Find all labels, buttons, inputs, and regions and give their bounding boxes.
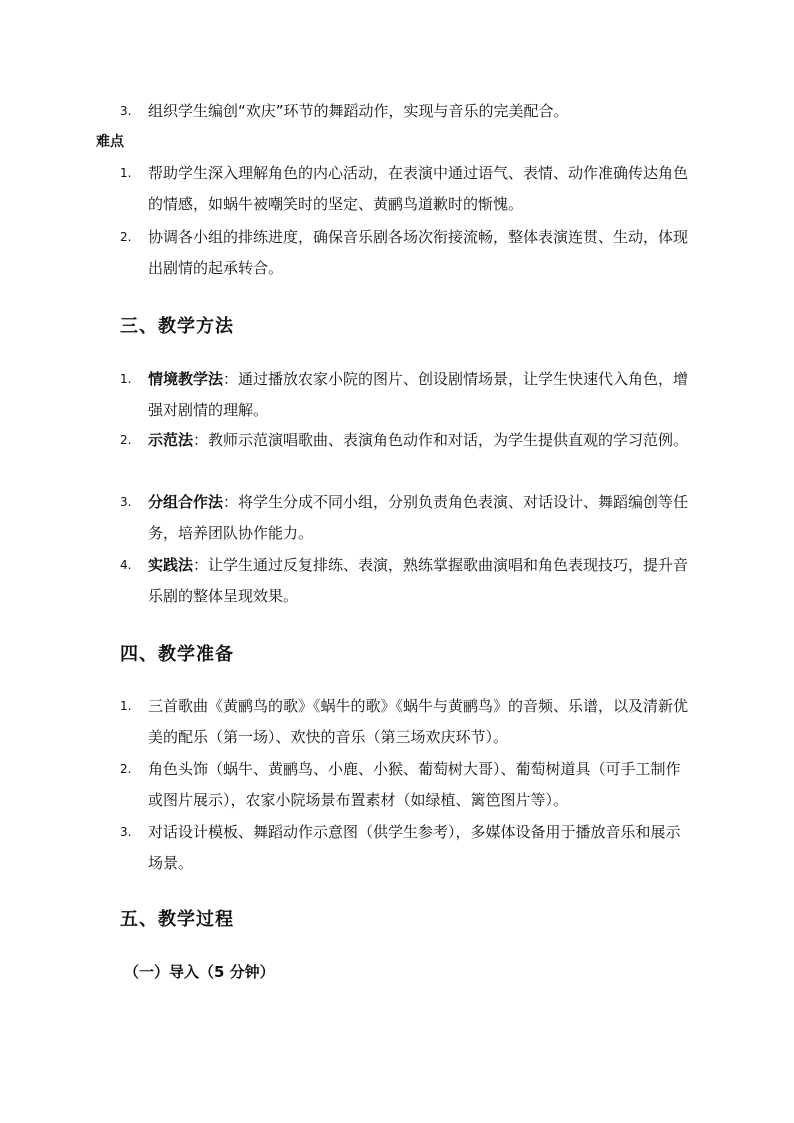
method-description: ：将学生分成不同小组，分别负责角色表演、对话设计、舞蹈编创等任务，培养团队协作能力。	[148, 493, 689, 542]
method-item-1	[120, 364, 690, 426]
list-text	[120, 364, 690, 426]
list-number: 3.	[120, 825, 132, 839]
list-text: 协调各小组的排练进度，确保音乐剧各场次衔接流畅，整体表演连贯、生动，体现出剧情的起承转合。	[148, 228, 689, 277]
method-term: 实践法	[148, 556, 194, 574]
list-number: 1.	[120, 372, 132, 386]
goal-item-3	[120, 96, 690, 127]
list-number: 3.	[120, 104, 132, 118]
difficulty-label: 难点	[96, 134, 124, 150]
list-number: 2.	[120, 230, 132, 244]
method-item-3	[120, 487, 690, 549]
list-number: 3.	[120, 495, 132, 509]
method-description: ：让学生通过反复排练、表演，熟练掌握歌曲演唱和角色表现技巧，提升音乐剧的整体呈现效果。	[148, 556, 689, 605]
prep-item-2	[120, 754, 690, 816]
list-text: 帮助学生深入理解角色的内心活动，在表演中通过语气、表情、动作准确传达角色的情感，如蜗牛被嘲笑时的坚定、黄鹂鸟道歉时的惭愧。	[148, 164, 689, 213]
method-term: 示范法	[148, 431, 194, 449]
list-number: 1.	[120, 699, 132, 713]
list-number: 2.	[120, 433, 132, 447]
list-text: 对话设计模板、舞蹈动作示意图（供学生参考），多媒体设备用于播放音乐和展示场景。	[148, 823, 681, 872]
prep-item-1	[120, 691, 690, 753]
list-number: 1.	[120, 166, 132, 180]
section-heading-process: 五、教学过程	[120, 909, 234, 930]
list-text: 组织学生编创“欢庆”环节的舞蹈动作，实现与音乐的完美配合。	[148, 102, 569, 120]
list-text	[120, 425, 690, 456]
list-text: 三首歌曲《黄鹂鸟的歌》《蜗牛的歌》《蜗牛与黄鹂鸟》的音频、乐谱，以及清新优美的配乐（第一场）、欢快的音乐（第三场欢庆环节）。	[148, 697, 689, 746]
list-text	[120, 487, 690, 549]
list-number: 2.	[120, 762, 132, 776]
list-text: 角色头饰（蜗牛、黄鹂鸟、小鹿、小猴、葡萄树大哥）、葡萄树道具（可手工制作或图片展示），农家小院场景布置素材（如绿植、篱笆图片等）。	[148, 760, 681, 809]
method-item-2	[120, 425, 690, 456]
list-text	[120, 550, 690, 612]
prep-item-3	[120, 817, 690, 879]
difficulty-item-1	[120, 158, 690, 220]
method-description: ：教师示范演唱歌曲、表演角色动作和对话，为学生提供直观的学习范例。	[193, 431, 689, 449]
section-heading-methods: 三、教学方法	[120, 316, 234, 337]
method-term: 分组合作法	[148, 493, 224, 511]
difficulty-item-2	[120, 222, 690, 284]
method-term: 情境教学法	[148, 370, 224, 388]
subheading-introduction: （一）导入（5 分钟）	[124, 963, 275, 981]
method-description: ：通过播放农家小院的图片、创设剧情场景，让学生快速代入角色，增强对剧情的理解。	[148, 370, 689, 419]
section-heading-preparation: 四、教学准备	[120, 644, 234, 665]
list-number: 4.	[120, 558, 132, 572]
method-item-4	[120, 550, 690, 612]
